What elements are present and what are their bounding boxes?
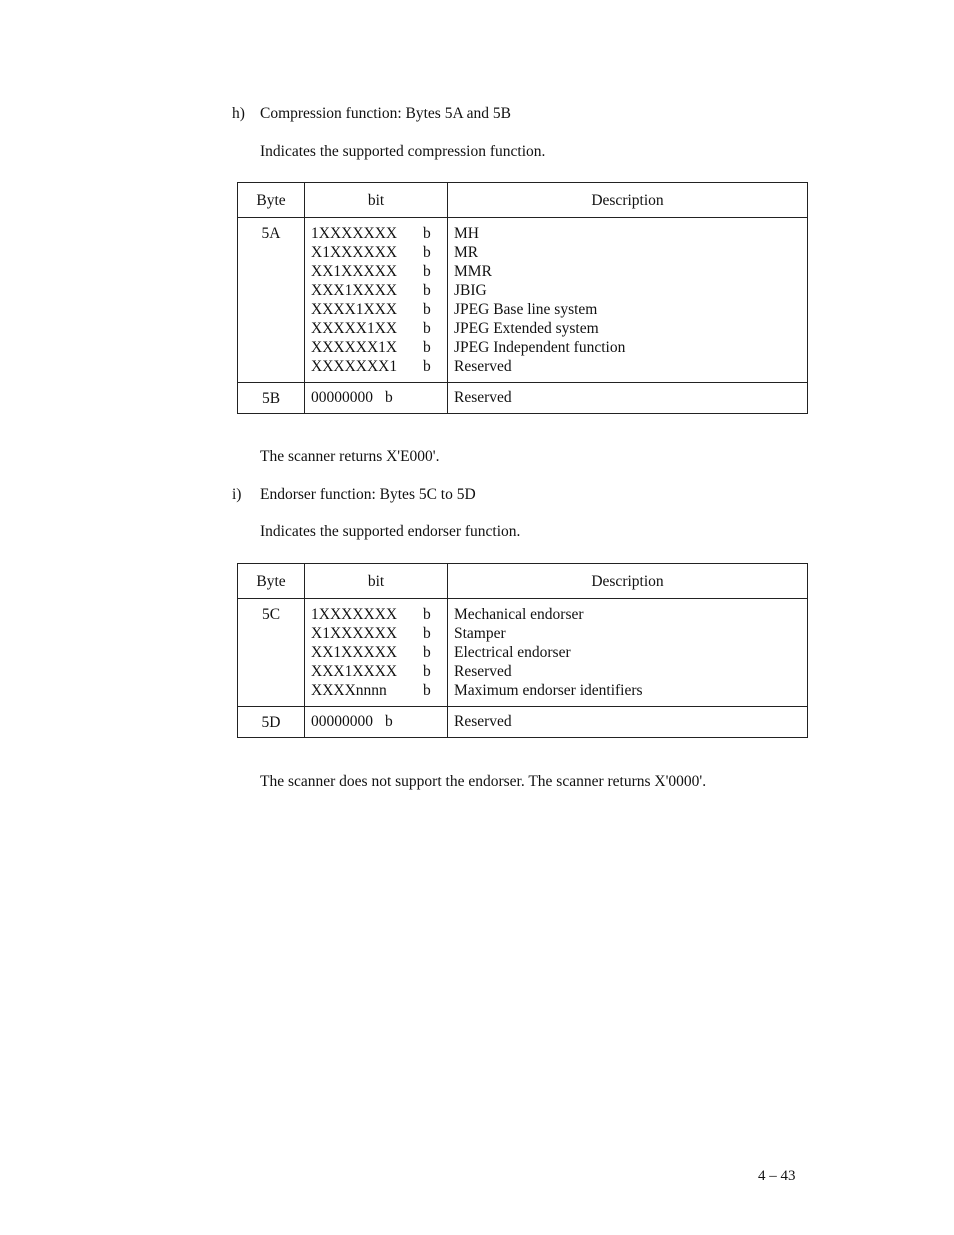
bit-pattern: XX1XXXXX (311, 263, 398, 280)
page-number: 4 – 43 (758, 1168, 796, 1184)
section-i-returns: The scanner does not support the endorser. The scanner returns X'0000'. (260, 773, 707, 790)
bit-unit: b (423, 663, 431, 680)
section-h-heading: Compression function: Bytes 5A and 5B (260, 105, 512, 122)
bit-unit: b (423, 225, 431, 242)
bit-pattern: XXX1XXXX (311, 663, 398, 680)
compression-table (237, 182, 808, 414)
header-bit: bit (305, 564, 448, 599)
table-row (238, 599, 808, 707)
description-text: MH (454, 225, 479, 242)
endorser-table (237, 563, 808, 738)
description-text: JBIG (454, 282, 487, 299)
table-header-row (238, 183, 808, 218)
bit-pattern: XXXX1XXX (311, 301, 398, 318)
header-byte: Byte (238, 183, 305, 218)
bit-unit: b (423, 625, 431, 642)
description-cell (448, 383, 808, 414)
description-cell (448, 218, 808, 383)
bit-pattern: XXXXnnnn (311, 682, 387, 699)
bit-unit: b (423, 358, 431, 375)
header-description: Description (448, 564, 808, 599)
description-text: Electrical endorser (454, 644, 571, 661)
header-byte: Byte (238, 564, 305, 599)
description-text: MMR (454, 263, 492, 280)
description-text: Reserved (454, 389, 512, 406)
description-text: JPEG Extended system (454, 320, 599, 337)
bit-pattern: XXXXX1XX (311, 320, 398, 337)
bit-pattern: XXXXXXX1 (311, 358, 398, 375)
table-row (238, 218, 808, 383)
description-text: Reserved (454, 663, 512, 680)
bit-unit: b (423, 282, 431, 299)
bit-unit: b (423, 606, 431, 623)
bit-unit: b (423, 682, 431, 699)
section-i-heading: Endorser function: Bytes 5C to 5D (260, 486, 476, 503)
byte-cell: 5D (238, 707, 305, 738)
bit-unit: b (423, 263, 431, 280)
bit-unit: b (423, 644, 431, 661)
description-text: JPEG Independent function (454, 339, 626, 356)
description-text: Mechanical endorser (454, 606, 584, 623)
table-row (238, 383, 808, 414)
description-text: Maximum endorser identifiers (454, 682, 643, 699)
bit-unit: b (423, 244, 431, 261)
section-i-marker: i) (232, 486, 242, 503)
byte-cell: 5B (238, 383, 305, 414)
bit-cell (305, 707, 448, 738)
bit-unit: b (423, 339, 431, 356)
description-cell (448, 707, 808, 738)
bit-unit: b (423, 320, 431, 337)
section-i-intro: Indicates the supported endorser function. (260, 523, 521, 540)
bit-pattern: 1XXXXXXX (311, 225, 398, 242)
table-row (238, 707, 808, 738)
header-bit: bit (305, 183, 448, 218)
bit-pattern: X1XXXXXX (311, 244, 398, 261)
bit-unit: b (385, 713, 393, 730)
bit-pattern: XX1XXXXX (311, 644, 398, 661)
bit-cell (305, 599, 448, 707)
bit-pattern: XXXXXX1X (311, 339, 398, 356)
byte-cell: 5A (238, 218, 305, 383)
description-text: Reserved (454, 358, 512, 375)
bit-unit: b (423, 301, 431, 318)
table-header-row (238, 564, 808, 599)
bit-pattern: XXX1XXXX (311, 282, 398, 299)
bit-cell (305, 383, 448, 414)
bit-cell (305, 218, 448, 383)
description-text: Reserved (454, 713, 512, 730)
bit-pattern: 00000000 (311, 713, 373, 730)
byte-cell: 5C (238, 599, 305, 707)
bit-unit: b (385, 389, 393, 406)
bit-pattern: 00000000 (311, 389, 373, 406)
section-h-intro: Indicates the supported compression function. (260, 143, 546, 160)
section-h-marker: h) (232, 105, 245, 122)
description-text: Stamper (454, 625, 506, 642)
bit-pattern: 1XXXXXXX (311, 606, 398, 623)
bit-pattern: X1XXXXXX (311, 625, 398, 642)
description-text: JPEG Base line system (454, 301, 598, 318)
description-cell (448, 599, 808, 707)
description-text: MR (454, 244, 479, 261)
section-h-returns: The scanner returns X'E000'. (260, 448, 440, 465)
header-description: Description (448, 183, 808, 218)
